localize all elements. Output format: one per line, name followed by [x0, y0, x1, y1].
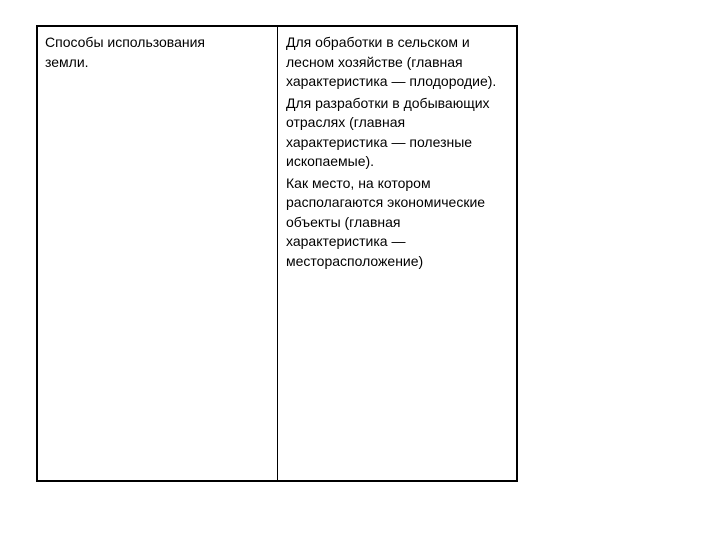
- table-cell-left: [38, 27, 278, 480]
- usage-item-location: Как место, на котором располагаются экономические объекты (главная характеристика — месторасположение): [286, 174, 486, 269]
- land-use-heading: Способы использования земли.: [45, 34, 205, 70]
- land-use-table: [36, 25, 518, 482]
- usage-item-mining: Для разработки в добывающих отраслях (главная характеристика — полезные ископаемые).: [286, 94, 490, 169]
- usage-item-agriculture: Для обработки в сельском и лесном хозяйстве (главная характеристика — плодородие).: [286, 34, 497, 89]
- table-cell-right: [278, 27, 516, 480]
